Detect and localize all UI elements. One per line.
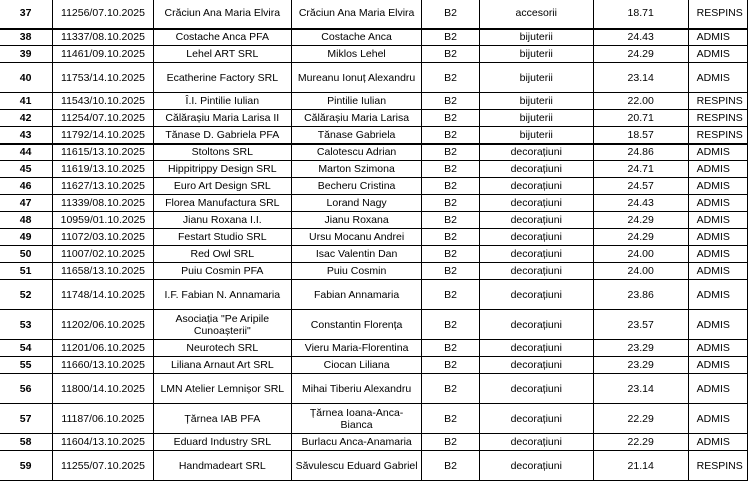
applicant-name-cell: Călărașiu Maria Larisa II: [153, 110, 291, 127]
module-code-cell: B2: [422, 229, 480, 246]
category-cell: decorațiuni: [479, 195, 593, 212]
table-row: [0, 127, 748, 144]
category-cell: bijuterii: [479, 110, 593, 127]
row-number-cell: 45: [0, 161, 53, 178]
registration-number-cell: 11202/06.10.2025: [53, 310, 154, 340]
category-cell: decorațiuni: [479, 374, 593, 404]
registration-number-cell: 11619/13.10.2025: [53, 161, 154, 178]
applicant-name-cell: Hippitrippy Design SRL: [153, 161, 291, 178]
table-row: [0, 280, 748, 310]
table-row: [0, 246, 748, 263]
module-code-cell: B2: [422, 263, 480, 280]
result-status-cell: ADMIS: [688, 161, 747, 178]
representative-name-cell: Burlacu Anca-Anamaria: [291, 434, 421, 451]
module-code-cell: B2: [422, 340, 480, 357]
representative-name-cell: Puiu Cosmin: [291, 263, 421, 280]
module-code-cell: B2: [422, 127, 480, 144]
category-cell: decorațiuni: [479, 451, 593, 481]
table-row: [0, 63, 748, 93]
registration-number-cell: 11658/13.10.2025: [53, 263, 154, 280]
applicant-name-cell: Red Owl SRL: [153, 246, 291, 263]
representative-name-cell: Săvulescu Eduard Gabriel: [291, 451, 421, 481]
registration-number-cell: 11461/09.10.2025: [53, 46, 154, 63]
applicant-name-cell: Festart Studio SRL: [153, 229, 291, 246]
registration-number-cell: 11753/14.10.2025: [53, 63, 154, 93]
result-status-cell: ADMIS: [688, 144, 747, 161]
registration-number-cell: 11339/08.10.2025: [53, 195, 154, 212]
row-number-cell: 48: [0, 212, 53, 229]
module-code-cell: B2: [422, 374, 480, 404]
row-number-cell: 40: [0, 63, 53, 93]
result-status-cell: ADMIS: [688, 310, 747, 340]
category-cell: decorațiuni: [479, 434, 593, 451]
applicant-name-cell: Jianu Roxana I.I.: [153, 212, 291, 229]
table-row: [0, 46, 748, 63]
module-code-cell: B2: [422, 0, 480, 29]
score-cell: 24.57: [593, 178, 688, 195]
table-row: [0, 340, 748, 357]
applicant-name-cell: Asociația "Pe Aripile Cunoașterii": [153, 310, 291, 340]
row-number-cell: 43: [0, 127, 53, 144]
result-status-cell: ADMIS: [688, 246, 747, 263]
score-cell: 24.43: [593, 29, 688, 46]
applicant-name-cell: Î.I. Pintilie Iulian: [153, 93, 291, 110]
registration-number-cell: 11201/06.10.2025: [53, 340, 154, 357]
registration-number-cell: 11072/03.10.2025: [53, 229, 154, 246]
score-cell: 22.29: [593, 434, 688, 451]
category-cell: decorațiuni: [479, 144, 593, 161]
module-code-cell: B2: [422, 404, 480, 434]
representative-name-cell: Vieru Maria-Florentina: [291, 340, 421, 357]
row-number-cell: 50: [0, 246, 53, 263]
category-cell: bijuterii: [479, 63, 593, 93]
category-cell: decorațiuni: [479, 340, 593, 357]
registration-number-cell: 11627/13.10.2025: [53, 178, 154, 195]
representative-name-cell: Ciocan Liliana: [291, 357, 421, 374]
registration-number-cell: 11615/13.10.2025: [53, 144, 154, 161]
module-code-cell: B2: [422, 29, 480, 46]
representative-name-cell: Constantin Florența: [291, 310, 421, 340]
representative-name-cell: Jianu Roxana: [291, 212, 421, 229]
registration-number-cell: 10959/01.10.2025: [53, 212, 154, 229]
applicant-name-cell: Lehel ART SRL: [153, 46, 291, 63]
category-cell: decorațiuni: [479, 310, 593, 340]
registration-number-cell: 11256/07.10.2025: [53, 0, 154, 29]
score-cell: 24.29: [593, 46, 688, 63]
registration-number-cell: 11800/14.10.2025: [53, 374, 154, 404]
score-cell: 24.86: [593, 144, 688, 161]
result-status-cell: ADMIS: [688, 178, 747, 195]
registration-number-cell: 11255/07.10.2025: [53, 451, 154, 481]
score-cell: 24.29: [593, 212, 688, 229]
category-cell: bijuterii: [479, 46, 593, 63]
table-row: [0, 434, 748, 451]
row-number-cell: 39: [0, 46, 53, 63]
table-row: [0, 212, 748, 229]
row-number-cell: 53: [0, 310, 53, 340]
score-cell: 24.00: [593, 263, 688, 280]
table-row: [0, 195, 748, 212]
score-cell: 24.29: [593, 229, 688, 246]
representative-name-cell: Costache Anca: [291, 29, 421, 46]
representative-name-cell: Miklos Lehel: [291, 46, 421, 63]
category-cell: decorațiuni: [479, 404, 593, 434]
table-row: [0, 357, 748, 374]
score-cell: 23.86: [593, 280, 688, 310]
result-status-cell: ADMIS: [688, 29, 747, 46]
module-code-cell: B2: [422, 178, 480, 195]
result-status-cell: RESPINS: [688, 93, 747, 110]
module-code-cell: B2: [422, 434, 480, 451]
applicant-name-cell: Ecatherine Factory SRL: [153, 63, 291, 93]
result-status-cell: ADMIS: [688, 357, 747, 374]
registration-number-cell: 11660/13.10.2025: [53, 357, 154, 374]
table-row: [0, 178, 748, 195]
row-number-cell: 55: [0, 357, 53, 374]
row-number-cell: 46: [0, 178, 53, 195]
category-cell: accesorii: [479, 0, 593, 29]
representative-name-cell: Ursu Mocanu Andrei: [291, 229, 421, 246]
table-row: [0, 29, 748, 46]
row-number-cell: 44: [0, 144, 53, 161]
result-status-cell: ADMIS: [688, 434, 747, 451]
applicant-name-cell: Florea Manufactura SRL: [153, 195, 291, 212]
score-cell: 18.71: [593, 0, 688, 29]
result-status-cell: ADMIS: [688, 374, 747, 404]
row-number-cell: 41: [0, 93, 53, 110]
table-row: [0, 374, 748, 404]
representative-name-cell: Mihai Tiberiu Alexandru: [291, 374, 421, 404]
row-number-cell: 52: [0, 280, 53, 310]
table-row: [0, 451, 748, 481]
score-cell: 21.14: [593, 451, 688, 481]
registration-number-cell: 11792/14.10.2025: [53, 127, 154, 144]
applicant-name-cell: LMN Atelier Lemnișor SRL: [153, 374, 291, 404]
result-status-cell: ADMIS: [688, 63, 747, 93]
category-cell: bijuterii: [479, 29, 593, 46]
applicant-name-cell: Costache Anca PFA: [153, 29, 291, 46]
row-number-cell: 49: [0, 229, 53, 246]
table-row: [0, 110, 748, 127]
score-cell: 23.29: [593, 357, 688, 374]
result-status-cell: ADMIS: [688, 404, 747, 434]
representative-name-cell: Mureanu Ionuț Alexandru: [291, 63, 421, 93]
score-cell: 23.14: [593, 374, 688, 404]
category-cell: decorațiuni: [479, 280, 593, 310]
category-cell: decorațiuni: [479, 357, 593, 374]
module-code-cell: B2: [422, 280, 480, 310]
row-number-cell: 59: [0, 451, 53, 481]
result-status-cell: ADMIS: [688, 229, 747, 246]
score-cell: 24.43: [593, 195, 688, 212]
module-code-cell: B2: [422, 246, 480, 263]
result-status-cell: ADMIS: [688, 340, 747, 357]
applicant-name-cell: I.F. Fabian N. Annamaria: [153, 280, 291, 310]
table-row: [0, 263, 748, 280]
score-cell: 23.57: [593, 310, 688, 340]
module-code-cell: B2: [422, 357, 480, 374]
representative-name-cell: Fabian Annamaria: [291, 280, 421, 310]
row-number-cell: 42: [0, 110, 53, 127]
row-number-cell: 54: [0, 340, 53, 357]
representative-name-cell: Tănase Gabriela: [291, 127, 421, 144]
registration-number-cell: 11187/06.10.2025: [53, 404, 154, 434]
module-code-cell: B2: [422, 93, 480, 110]
applicant-name-cell: Tănase D. Gabriela PFA: [153, 127, 291, 144]
applicant-name-cell: Stoltons SRL: [153, 144, 291, 161]
score-cell: 23.29: [593, 340, 688, 357]
row-number-cell: 37: [0, 0, 53, 29]
applicant-name-cell: Neurotech SRL: [153, 340, 291, 357]
module-code-cell: B2: [422, 212, 480, 229]
module-code-cell: B2: [422, 195, 480, 212]
representative-name-cell: Pintilie Iulian: [291, 93, 421, 110]
module-code-cell: B2: [422, 63, 480, 93]
registration-number-cell: 11337/08.10.2025: [53, 29, 154, 46]
module-code-cell: B2: [422, 46, 480, 63]
result-status-cell: RESPINS: [688, 0, 747, 29]
module-code-cell: B2: [422, 451, 480, 481]
row-number-cell: 38: [0, 29, 53, 46]
result-status-cell: RESPINS: [688, 110, 747, 127]
applicant-name-cell: Handmadeart SRL: [153, 451, 291, 481]
representative-name-cell: Becheru Cristina: [291, 178, 421, 195]
representative-name-cell: Marton Szimona: [291, 161, 421, 178]
table-row: [0, 144, 748, 161]
result-status-cell: ADMIS: [688, 263, 747, 280]
module-code-cell: B2: [422, 110, 480, 127]
table-row: [0, 0, 748, 29]
module-code-cell: B2: [422, 161, 480, 178]
table-row: [0, 404, 748, 434]
table-row: [0, 229, 748, 246]
representative-name-cell: Lorand Nagy: [291, 195, 421, 212]
representative-name-cell: Isac Valentin Dan: [291, 246, 421, 263]
applicant-name-cell: Țărnea IAB PFA: [153, 404, 291, 434]
result-status-cell: ADMIS: [688, 46, 747, 63]
category-cell: decorațiuni: [479, 212, 593, 229]
category-cell: bijuterii: [479, 127, 593, 144]
result-status-cell: ADMIS: [688, 212, 747, 229]
table-row: [0, 93, 748, 110]
category-cell: decorațiuni: [479, 178, 593, 195]
registration-number-cell: 11543/10.10.2025: [53, 93, 154, 110]
representative-name-cell: Țărnea Ioana-Anca-Bianca: [291, 404, 421, 434]
applicant-name-cell: Crăciun Ana Maria Elvira: [153, 0, 291, 29]
row-number-cell: 51: [0, 263, 53, 280]
category-cell: decorațiuni: [479, 246, 593, 263]
module-code-cell: B2: [422, 310, 480, 340]
row-number-cell: 47: [0, 195, 53, 212]
score-cell: 18.57: [593, 127, 688, 144]
representative-name-cell: Calotescu Adrian: [291, 144, 421, 161]
category-cell: bijuterii: [479, 93, 593, 110]
module-code-cell: B2: [422, 144, 480, 161]
score-cell: 24.71: [593, 161, 688, 178]
category-cell: decorațiuni: [479, 161, 593, 178]
registration-number-cell: 11748/14.10.2025: [53, 280, 154, 310]
row-number-cell: 56: [0, 374, 53, 404]
registration-number-cell: 11007/02.10.2025: [53, 246, 154, 263]
result-status-cell: ADMIS: [688, 195, 747, 212]
category-cell: decorațiuni: [479, 229, 593, 246]
table-row: [0, 310, 748, 340]
score-cell: 20.71: [593, 110, 688, 127]
row-number-cell: 58: [0, 434, 53, 451]
applicant-name-cell: Liliana Arnaut Art SRL: [153, 357, 291, 374]
score-cell: 24.00: [593, 246, 688, 263]
representative-name-cell: Crăciun Ana Maria Elvira: [291, 0, 421, 29]
applicant-name-cell: Eduard Industry SRL: [153, 434, 291, 451]
result-status-cell: RESPINS: [688, 451, 747, 481]
score-cell: 22.00: [593, 93, 688, 110]
applicant-name-cell: Euro Art Design SRL: [153, 178, 291, 195]
applicant-name-cell: Puiu Cosmin PFA: [153, 263, 291, 280]
registration-number-cell: 11604/13.10.2025: [53, 434, 154, 451]
score-cell: 22.29: [593, 404, 688, 434]
result-status-cell: RESPINS: [688, 127, 747, 144]
row-number-cell: 57: [0, 404, 53, 434]
category-cell: decorațiuni: [479, 263, 593, 280]
table-row: [0, 161, 748, 178]
score-cell: 23.14: [593, 63, 688, 93]
representative-name-cell: Călărașiu Maria Larisa: [291, 110, 421, 127]
result-status-cell: ADMIS: [688, 280, 747, 310]
registration-number-cell: 11254/07.10.2025: [53, 110, 154, 127]
